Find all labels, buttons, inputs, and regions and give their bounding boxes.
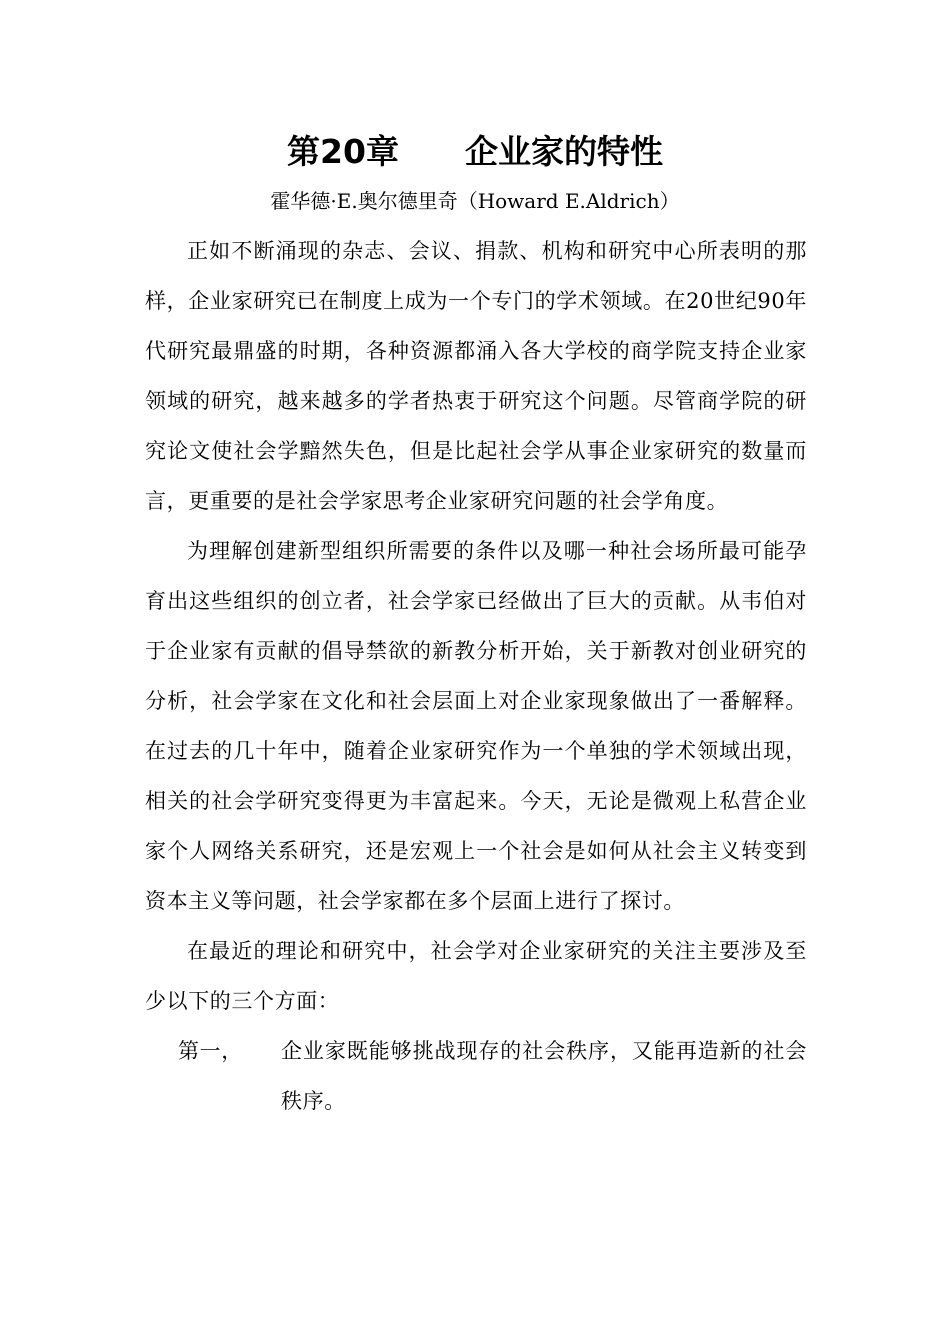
list-item-label: 第一， [178, 1039, 243, 1063]
list-item-text: 企业家既能够挑战现存的社会秩序，又能再造新的社会秩序。 [281, 1039, 807, 1113]
chapter-title: 第20章 企业家的特性 [287, 132, 663, 171]
paragraph: 为理解创建新型组织所需要的条件以及哪一种社会场所最可能孕育出这些组织的创立者，社会学家已经做出了巨大的贡献。从韦伯对于企业家有贡献的倡导禁欲的新教分析开始，关于新教对创业研究的分析，社会学家在文化和社会层面上对企业家现象做出了一番解释。在过去的几十年中，随着企业家研究作为一个单独的学术领域出现，相关的社会学研究变得更为丰富起来。今天，无论是微观上私营企业家个人网络关系研究，还是宏观上一个社会是如何从社会主义转变到资本主义等问题，社会学家都在多个层面上进行了探讨。 [145, 539, 807, 913]
body-text [145, 226, 807, 1126]
paragraph: 在最近的理论和研究中，社会学对企业家研究的关注主要涉及至少以下的三个方面： [145, 939, 807, 1013]
paragraph: 正如不断涌现的杂志、会议、捐款、机构和研究中心所表明的那样，企业家研究已在制度上成为一个专门的学术领域。在20世纪90年代研究最鼎盛的时期，各种资源都涌入各大学校的商学院支持企业家领域的研究，越来越多的学者热衷于研究这个问题。尽管商学院的研究论文使社会学黯然失色，但是比起社会学从事企业家研究的数量而言，更重要的是社会学家思考企业家研究问题的社会学角度。 [145, 239, 807, 513]
chapter-author: 霍华德·E.奥尔德里奇（Howard E.Aldrich） [270, 189, 680, 213]
list-item [145, 1026, 807, 1126]
